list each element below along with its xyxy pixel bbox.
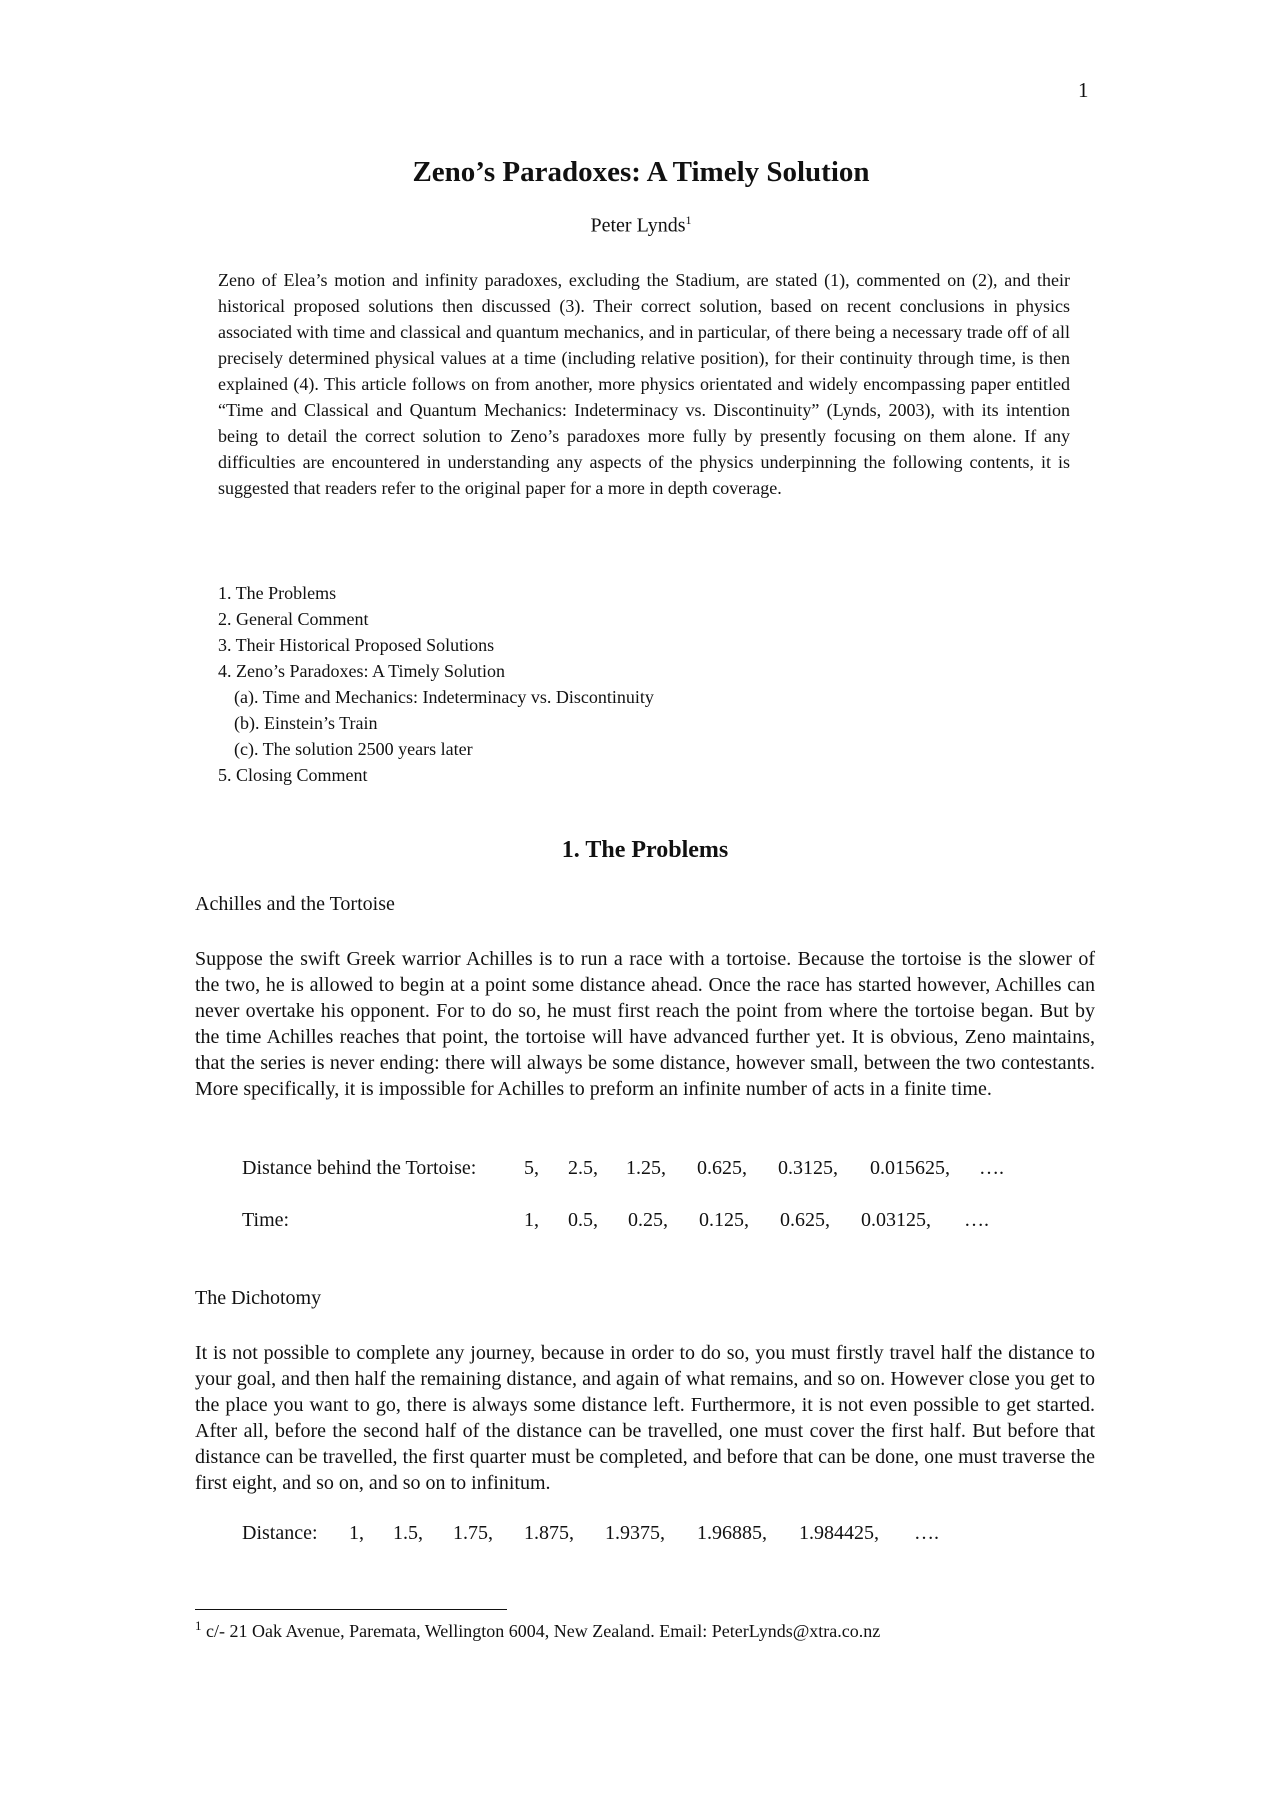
toc-item: 2. General Comment [218,609,369,629]
page-number: 1 [1078,78,1089,102]
row-value: 0.015625, [870,1157,950,1179]
row-value: 1.9375, [605,1522,665,1544]
achilles-paragraph: Suppose the swift Greek warrior Achilles is to run a race with a tortoise. Because the tortoise is the slower of the two, he is allowed to begin at a point some distance ahead. Once the race has started however, Achilles can never overtake his opponent. For to do so, he must first reach the point from where the tortoise began. But by the time Achilles reaches that point, the tortoise will have advanced further yet. It is obvious, Zeno maintains, that the series is never ending: there will always be some distance, however small, between the two contestants. More specifically, it is impossible for Achilles to preform an infinite number of acts in a finite time. [195,948,1095,1100]
author-footnote-mark: 1 [685,213,692,227]
toc-item: 3. Their Historical Proposed Solutions [218,635,495,655]
row-value: 1, [524,1209,539,1231]
row-value: 1.25, [626,1157,666,1179]
row-label: Time: [242,1209,290,1231]
row-value: 0.125, [699,1209,749,1231]
table-of-contents [218,580,918,788]
footnote [195,1618,880,1642]
row-value: …. [979,1157,1004,1179]
row-value: 1.875, [524,1522,574,1544]
toc-subitem: (b). Einstein’s Train [234,713,378,733]
author-name: Peter Lynds [590,214,686,237]
row-value: 0.25, [628,1209,668,1231]
row-value: 1.75, [453,1522,493,1544]
toc-item: 4. Zeno’s Paradoxes: A Timely Solution [218,661,506,681]
dichotomy-heading: The Dichotomy [195,1287,322,1309]
row-value: 1.5, [393,1522,423,1544]
footnote-text: c/- 21 Oak Avenue, Paremata, Wellington 6004, New Zealand. Email: PeterLynds@xtra.co.nz [206,1621,881,1641]
row-value: 0.03125, [861,1209,931,1231]
row-value: 0.625, [697,1157,747,1179]
row-value: 0.625, [780,1209,830,1231]
row-value: 0.3125, [778,1157,838,1179]
row-value: …. [964,1209,989,1231]
toc-item: 5. Closing Comment [218,765,368,785]
abstract: Zeno of Elea’s motion and infinity paradoxes, excluding the Stadium, are stated (1), commented on (2), and their historical proposed solutions then discussed (3). Their correct solution, based on recent conclusions in physics associated with time and classical and quantum mechanics, and in particular, of there being a necessary trade off of all precisely determined physical values at a time (including relative position), for their continuity through time, is then explained (4). This article follows on from another, more physics orientated and widely encompassing paper entitled “Time and Classical and Quantum Mechanics: Indeterminacy vs. Discontinuity” (Lynds, 2003), with its intention being to detail the correct solution to Zeno’s paradoxes more fully by presently focusing on them alone. If any difficulties are encountered in understanding any aspects of the physics underpinning the following contents, it is suggested that readers refer to the original paper for a more in depth coverage. [218,270,1070,498]
row-value: 2.5, [568,1157,598,1179]
row-value: …. [914,1522,939,1544]
toc-item: 1. The Problems [218,583,337,603]
toc-subitem: (a). Time and Mechanics: Indeterminacy vs. Discontinuity [234,687,654,707]
toc-subitem: (c). The solution 2500 years later [234,739,473,759]
author-line [0,213,1280,238]
achilles-heading: Achilles and the Tortoise [195,893,395,915]
row-value: 1, [349,1522,364,1544]
row-value: 1.96885, [697,1522,767,1544]
row-label: Distance: [242,1522,318,1544]
section-heading: 1. The Problems [561,837,729,863]
dichotomy-paragraph: It is not possible to complete any journey, because in order to do so, you must firstly travel half the distance to your goal, and then half the remaining distance, and again of what remains, and so on. However close you get to the place you want to go, there is always some distance left. Furthermore, it is not even possible to get started. After all, before the second half of the distance can be travelled, one must cover the first half. But before that distance can be travelled, the first quarter must be completed, and before that can be done, one must traverse the first eight, and so on, and so on to infinitum. [195,1342,1095,1494]
footnote-divider [195,1609,507,1610]
row-value: 1.984425, [799,1522,879,1544]
row-value: 5, [524,1157,539,1179]
paper-title: Zeno’s Paradoxes: A Timely Solution [412,156,870,188]
footnote-mark: 1 [195,1618,202,1633]
row-value: 0.5, [568,1209,598,1231]
row-label: Distance behind the Tortoise: [242,1157,477,1179]
